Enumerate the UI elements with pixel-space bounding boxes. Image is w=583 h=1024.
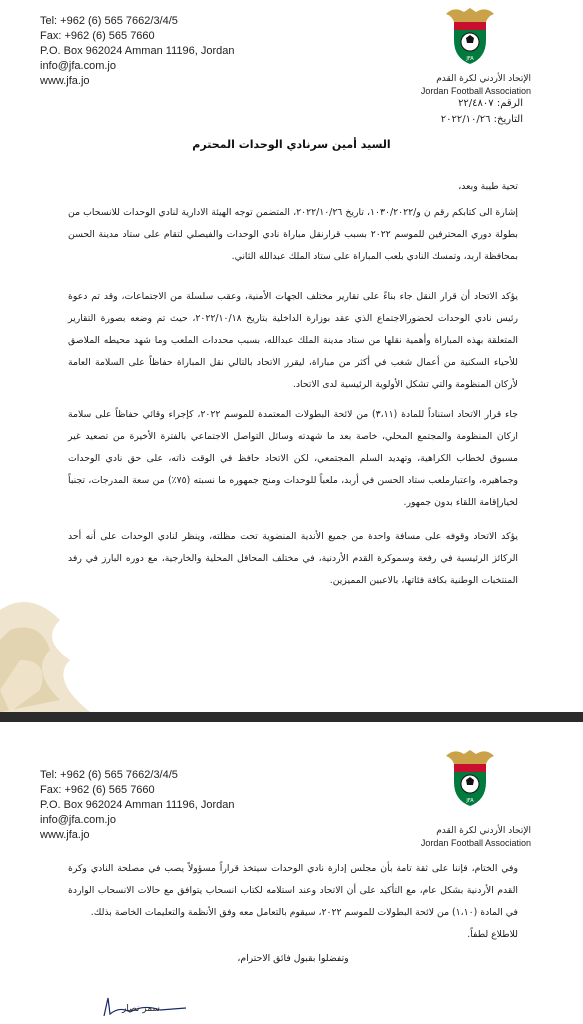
- contact-po-box: P.O. Box 962024 Amman 11196, Jordan: [40, 799, 235, 811]
- contact-po-box: P.O. Box 962024 Amman 11196, Jordan: [40, 45, 235, 57]
- contact-email: info@jfa.com.jo: [40, 60, 116, 72]
- regards-line: وتفضلوا بقبول فائق الاحترام،: [237, 953, 349, 964]
- logo-text: JFA: [466, 798, 474, 804]
- contact-email: info@jfa.com.jo: [40, 814, 116, 826]
- contact-web: www.jfa.jo: [40, 829, 90, 841]
- page-separator: [0, 712, 583, 722]
- recipient-heading: السيد أمين سرنادي الوحدات المحترم: [192, 138, 391, 151]
- contact-fax: Fax: +962 (6) 565 7660: [40, 30, 155, 42]
- paragraph-1: إشارة الى كتابكم رقم ن و/١٠٣٠/٢٠٢٢، تاريخ ٢٠٢٢/١٠/٢٦، المتضمن توجه الهيئة الادارية لنادي الوحدات للانسحاب من بطولة دوري المحترفين للموسم ٢٠٢٢ بسبب قرارنقل مباراة نادي الوحدات والفيصلي لتقام على ستاد مدينة الحسن بمحافظة اربد، وتمسك النادي بلعب المباراة على ستاد الملك عبدالله الثاني.: [68, 207, 519, 262]
- contact-fax: Fax: +962 (6) 565 7660: [40, 784, 155, 796]
- org-name-arabic: الإتحاد الأردني لكرة القدم: [436, 74, 531, 84]
- decorative-watercolor: [0, 590, 120, 712]
- contact-web: www.jfa.jo: [40, 75, 90, 87]
- closing-paragraph: وفي الختام، فإننا على ثقة تامة بأن مجلس إدارة نادي الوحدات سيتخذ قراراً مسؤولاً يصب في مصلحة النادي وكرة القدم الأردنية بشكل عام، مع التأكيد على أن الاتحاد وعند استلامه لكتاب انسحاب يتوافق مع حالات الانسحاب الواردة في المادة (١،١٠) من لائحة البطولات للموسم ٢٠٢٢، سيقوم بالتعامل معه وفق الأنظمة والتعليمات الخاصة بذلك.: [68, 863, 518, 918]
- org-name-english: Jordan Football Association: [420, 86, 531, 96]
- reference-number: الرقم: ٢٢/٤٨٠٧: [458, 98, 523, 109]
- contact-block-page-2: [40, 768, 234, 843]
- signatory-name: سمر نصار: [122, 1004, 160, 1014]
- logo-text: JFA: [466, 56, 474, 62]
- letter-page-2: [0, 722, 583, 1024]
- paragraph-4: يؤكد الاتحاد وقوفه على مسافة واحدة من جميع الأندية المنضوية تحت مظلته، وينظر لنادي الوحدات على أنه أحد الركائز الرئيسية في رفعة وسموكرة القدم الأردنية، في مختلف المحافل المحلية والخارجية، مع دوره البارز في رفد المنتخبات الوطنية بكافة فئاتها، بالاعبين المميزين.: [68, 531, 518, 586]
- jfa-logo: [440, 4, 500, 66]
- greeting: تحية طيبة وبعد،: [458, 181, 518, 192]
- org-name-arabic: الإتحاد الأردني لكرة القدم: [436, 826, 531, 836]
- note-line: للاطلاع لطفاً.: [467, 929, 518, 940]
- contact-tel: Tel: +962 (6) 565 7662/3/4/5: [40, 15, 178, 27]
- org-name-english: Jordan Football Association: [420, 838, 531, 848]
- paragraph-3: جاء قرار الاتحاد استناداً للمادة (٣،١١) من لائحة البطولات المعتمدة للموسم ٢٠٢٢، كإجراء وقائي حفاظاً على سلامة اركان المنظومة والمجتمع المحلي، خاصة بعد ما شهدته وسائل التواصل الاجتماعي بالفترة الأخيرة من تصعيد غير مسبوق لخطاب الكراهية، وتهديد السلم المجتمعي، لكن الاتحاد حافظ في الوقت ذاته، على حق نادي الوحدات وجماهيره، واعتبارملعب ستاد الحسن في أربد، ملعباً للوحدات ومنح جمهوره ما نسبته (٧٥٪) من سعة المدرجات، تجنباً لخيارإقامة اللقاء بدون جمهور.: [68, 409, 518, 508]
- contact-tel: Tel: +962 (6) 565 7662/3/4/5: [40, 769, 178, 781]
- paragraph-2: يؤكد الاتحاد أن قرار النقل جاء بناءً على تقارير مختلف الجهات الأمنية، وعقب سلسلة من الاجتماعات، وقد تم دعوة رئيس نادي الوحدات لحضورالاجتماع الذي عقد بوزارة الداخلية بتاريخ ٢٠٢٢/١٠/١٨، حيث تم وضعه بصورة التقارير المتعلقة بهذه المباراة وأهمية نقلها من ستاد مدينة الملك عبدالله، بسبب محددات الملعب وما شهد محيطه الملاصق للأحياء السكنية من أعمال شغب في أكثر من مباراة، ليقرر الاتحاد بالتالي نقل المباراة حفاظاً على السلامة العامة لأركان المنظومة والتي تشكل الأولوية الرئيسية لدى الاتحاد.: [68, 291, 518, 390]
- reference-date: التاريخ: ٢٠٢٢/١٠/٢٦: [440, 114, 523, 125]
- jfa-logo-page-2: [440, 746, 500, 808]
- contact-block: [40, 14, 234, 89]
